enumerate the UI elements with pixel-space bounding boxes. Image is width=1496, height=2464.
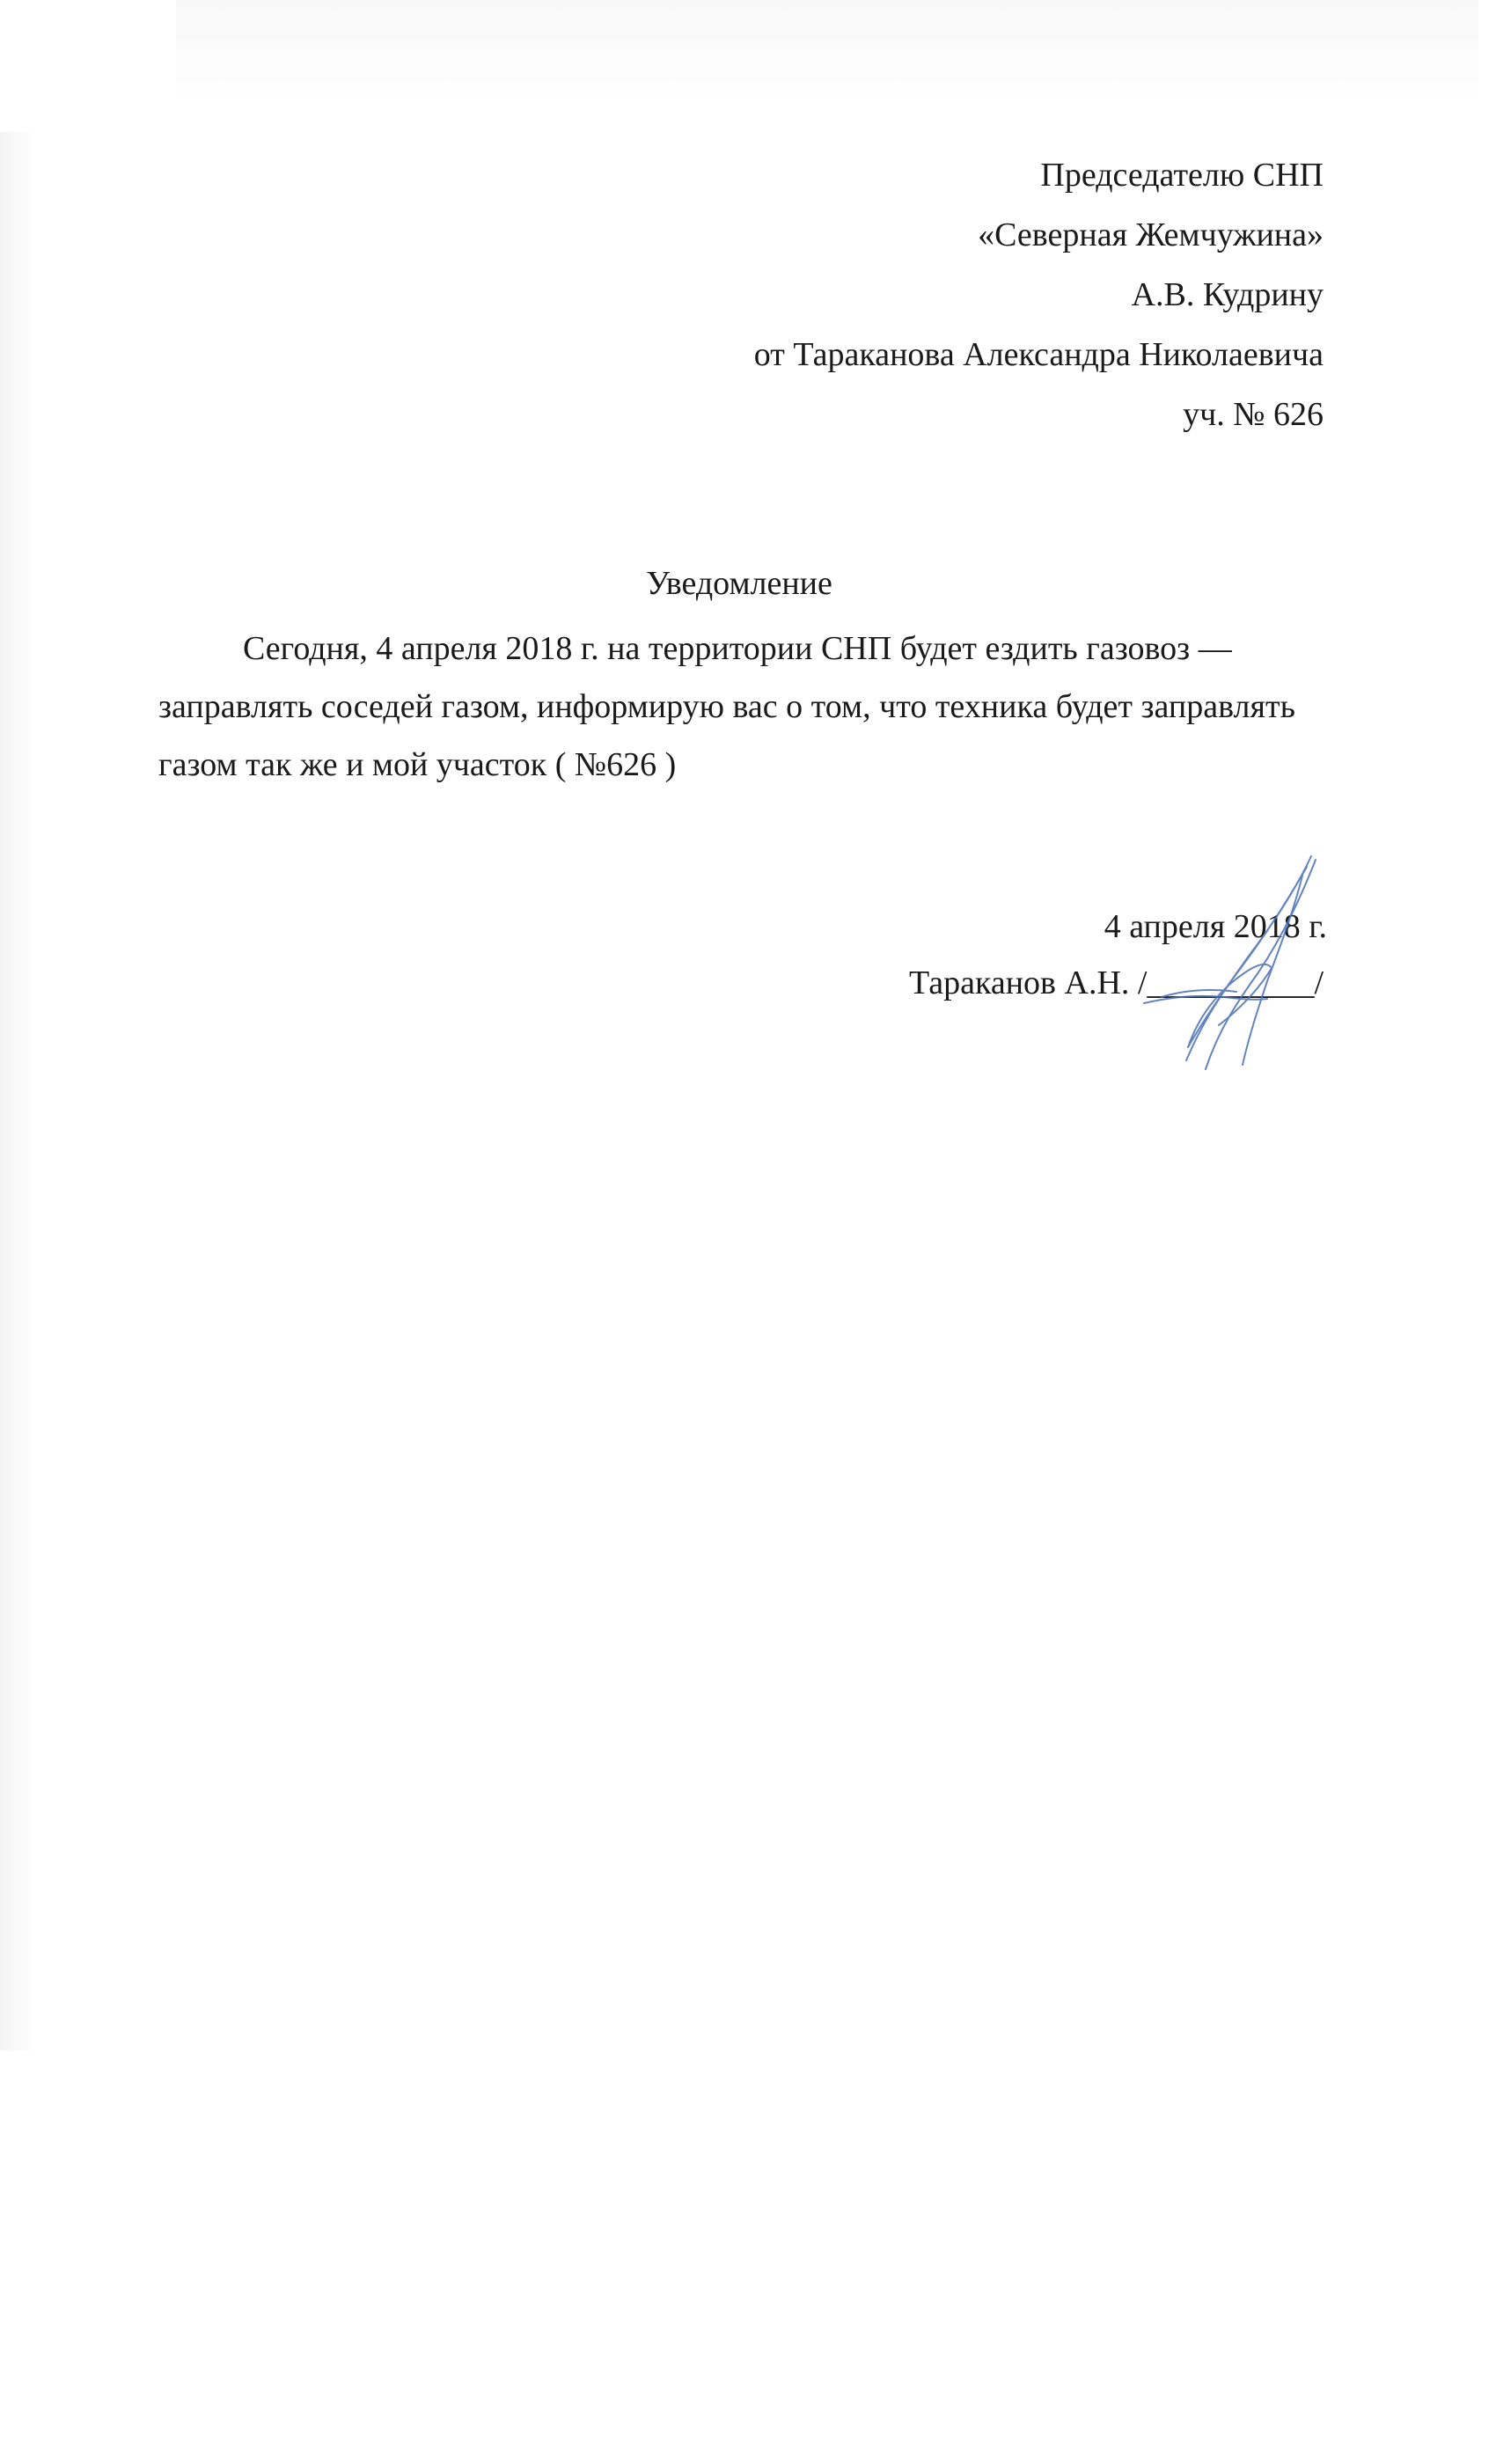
body-line-1: Сегодня, 4 апреля 2018 г. на территории СНП будет ездить газовоз —: [243, 630, 1232, 667]
scan-top-shade: [176, 0, 1478, 106]
sender-name: от Тараканова Александра Николаевича: [753, 336, 1324, 373]
signature-line: Тараканов А.Н. /__________/: [908, 964, 1324, 1001]
addressee-name: А.В. Кудрину: [1131, 276, 1324, 313]
document-date: 4 апреля 2018 г.: [1104, 908, 1327, 945]
body-line-2: заправлять соседей газом, информирую вас о том, что техника будет заправлять: [158, 688, 1295, 725]
addressee-organization: «Северная Жемчужина»: [978, 216, 1324, 253]
handwritten-signature: [1135, 849, 1338, 1078]
document-body: [158, 620, 1324, 794]
document-title: Уведомление: [646, 565, 832, 602]
plot-number: уч. № 626: [1183, 396, 1324, 433]
scan-shadow: [0, 132, 35, 2050]
addressee-block: [754, 145, 1324, 444]
addressee-position: Председателю СНП: [1040, 157, 1324, 194]
body-line-3: газом так же и мой участок ( №626 ): [158, 746, 677, 783]
